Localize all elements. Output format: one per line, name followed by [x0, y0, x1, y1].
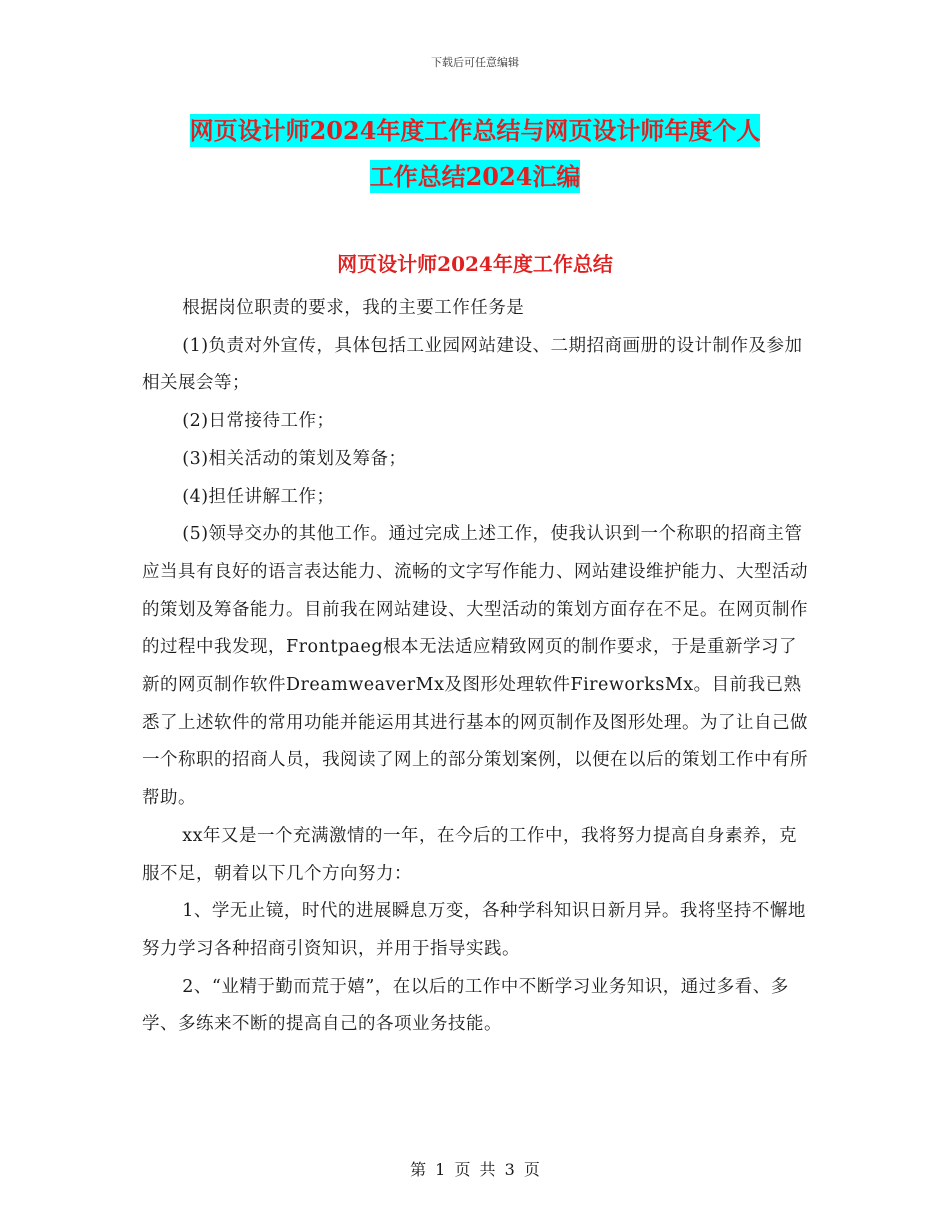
body-text [142, 290, 810, 1044]
paragraph-item-4: (4)担任讲解工作； [182, 486, 335, 507]
paragraph-goal-2: 2、“业精于勤而荒于嬉”，在以后的工作中不断学习业务知识，通过多看、多学、多练来不断的提高自己的各项业务技能。 [142, 976, 789, 1035]
section-title: 网页设计师2024年度工作总结 [337, 252, 613, 276]
paragraph-intro: 根据岗位职责的要求，我的主要工作任务是 [182, 298, 525, 318]
paragraph-item-1: (1)负责对外宣传，具体包括工业园网站建设、二期招商画册的设计制作及参加相关展会等； [142, 335, 803, 394]
document-title-line-1: 网页设计师2024年度工作总结与网页设计师年度个人 [189, 116, 761, 145]
paragraph-item-5: (5)领导交办的其他工作。通过完成上述工作，使我认识到一个称职的招商主管应当具有良好的语言表达能力、流畅的文字写作能力、网站建设维护能力、大型活动的策划及筹备能力。目前我在网站建设、大型活动的策划方面存在不足。在网页制作的过程中我发现，Frontpaeg根本无法适应精致网页的制作要求，于是重新学习了新的网页制作软件DreamweaverMx及图形处理软件FireworksMx。目前我已熟悉了上述软件的常用功能并能运用其进行基本的网页制作及图形处理。为了让自己做一个称职的招商人员，我阅读了网上的部分策划案例，以便在以后的策划工作中有所帮助。 [142, 524, 808, 809]
paragraph-outlook: xx年又是一个充满激情的一年，在今后的工作中，我将努力提高自身素养，克服不足，朝着以下几个方向努力： [142, 825, 797, 884]
page-footer: 第 1 页 共 3 页 [410, 1160, 540, 1179]
paragraph-item-3: (3)相关活动的策划及筹备； [182, 448, 407, 469]
paragraph-item-2: (2)日常接待工作； [182, 411, 335, 432]
paragraph-goal-1: 1、学无止镜，时代的进展瞬息万变，各种学科知识日新月异。我将坚持不懈地努力学习各种招商引资知识，并用于指导实践。 [142, 901, 806, 959]
header-note: 下载后可任意编辑 [431, 56, 519, 69]
document-title-line-2: 工作总结2024汇编 [369, 162, 581, 191]
document-title [140, 108, 810, 200]
